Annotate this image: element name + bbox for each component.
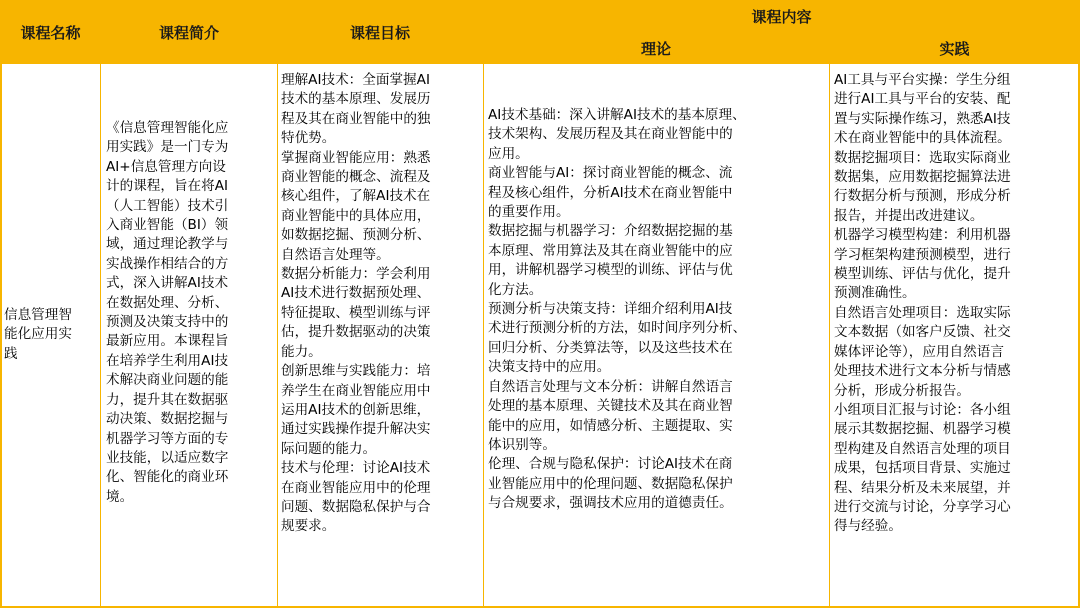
divider-2 xyxy=(277,64,278,608)
header-course-name: 课程名称 xyxy=(0,0,101,64)
divider-3 xyxy=(483,64,484,608)
header-course-intro: 课程简介 xyxy=(101,0,277,64)
header-practice: 实践 xyxy=(829,32,1080,64)
cell-course-name xyxy=(4,64,100,606)
cell-course-intro: 《信息管理智能化应 用实践》是一门专为 AI+信息管理方向设 计的课程，旨在将AI （人工智能）技术引 入商业智能（BI）领 域，通过理论教学与 实战操作相结合的方 式，深入讲解AI技术 在数据处理、分析、 预测及决策支持中的 最新应用。本课程旨 在培养学生利用AI技 术解决商业问题的能 力，提升其在数据驱 动决策、数据挖掘与 机器学习等方面的专 业技能，以适应数字 化、智能化的商业环 境。 xyxy=(106,120,229,505)
cell-theory: AI技术基础：深入讲解AI技术的基本原理、 技术架构、发展历程及其在商业智能中的 应用。 商业智能与AI：探讨商业智能的概念、流 程及核心组件，分析AI技术在商业智能中 的重要作用。 数据挖掘与机器学习：介绍数据挖掘的基 本原理、常用算法及其在商业智能中的应 用，讲解机器学习模型的训练、评估与优 化方法。 预测分析与决策支持：详细介绍利用AI技 术进行预测分析的方法，如时间序列分析、 回归分析、分类算法等，以及这些技术在 决策支持中的应用。 自然语言处理与文本分析：讲解自然语言 处理的基本原理、关键技术及其在商业智 能中的应用，如情感分析、主题提取、实 体识别等。 伦理、合规与隐私保护：讨论AI技术在商 业智能应用中的伦理问题、数据隐私保护 与合规要求，强调技术应用的道德责任。 xyxy=(488,107,747,512)
divider-4 xyxy=(829,64,830,608)
header-theory: 理论 xyxy=(483,32,829,64)
header-course-content: 课程内容 xyxy=(483,0,1080,32)
header-course-goal: 课程目标 xyxy=(277,0,483,64)
border-left xyxy=(0,64,2,608)
cell-practice: AI工具与平台实操：学生分组 进行AI工具与平台的安装、配 置与实际操作练习，熟悉AI技 术在商业智能中的具体流程。 数据挖掘项目：选取实际商业 数据集，应用数据挖掘算法进 行数据分析与预测，形成分析 报告，并提出改进建议。 机器学习模型构建：利用机器 学习框架构建预测模型，进行 模型训练、评估与优化，提升 预测准确性。 自然语言处理项目：选取实际 文本数据（如客户反馈、社交 媒体评论等），应用自然语言 处理技术进行文本分析与情感 分析，形成分析报告。 小组项目汇报与讨论：各小组 展示其数据挖掘、机器学习模 型构建及自然语言处理的项目 成果，包括项目背景、实施过 程、结果分析及未来展望，并 进行交流与讨论，分享学习心 得与经验。 xyxy=(834,72,1011,535)
course-name-text: 信息管理智 能化应用实 践 xyxy=(4,306,72,362)
cell-course-goal: 理解AI技术：全面掌握AI 技术的基本原理、发展历 程及其在商业智能中的独 特优势。 掌握商业智能应用：熟悉 商业智能的概念、流程及 核心组件，了解AI技术在 商业智能中的具体应用， 如数据挖掘、预测分析、 自然语言处理等。 数据分析能力：学会利用 AI技术进行数据预处理、 特征提取、模型训练与评 估，提升数据驱动的决策 能力。 创新思维与实践能力：培 养学生在商业智能应用中 运用AI技术的创新思维， 通过实践操作提升解决实 际问题的能力。 技术与伦理：讨论AI技术 在商业智能应用中的伦理 问题、数据隐私保护与合 规要求。 xyxy=(281,72,431,535)
divider-1 xyxy=(100,64,101,608)
